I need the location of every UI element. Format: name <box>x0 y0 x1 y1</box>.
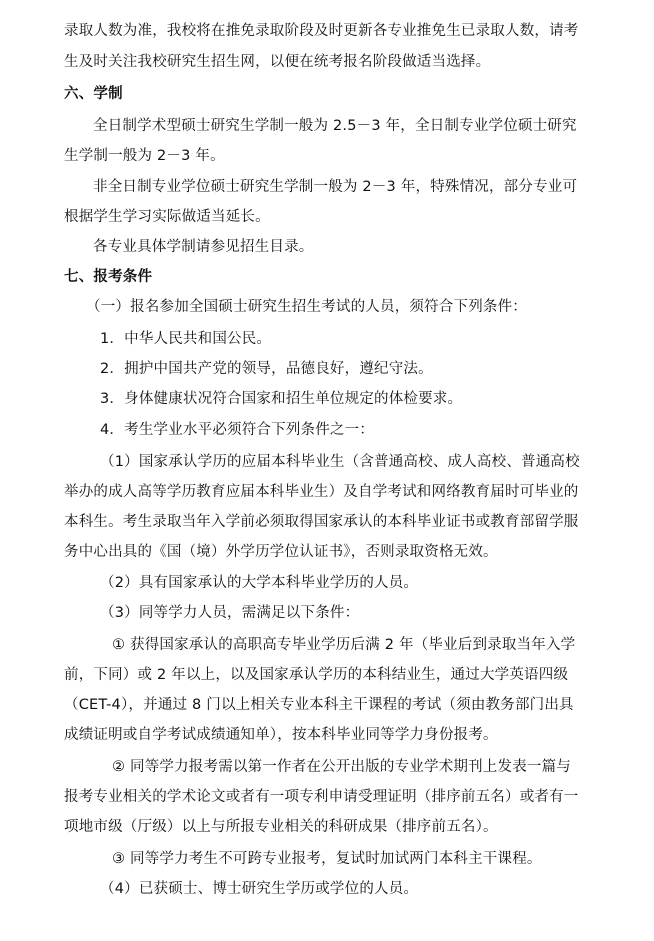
text-line: ③ 同等学力考生不可跨专业报考，复试时加试两门本科主干课程。 <box>112 851 542 867</box>
text-line: 非全日制专业学位硕士研究生学制一般为 2－3 年，特殊情况，部分专业可 <box>93 179 578 195</box>
section-heading: 六、学制 <box>64 86 123 102</box>
text-line: 录取人数为准，我校将在推免录取阶段及时更新各专业推免生已录取人数，请考 <box>64 23 579 39</box>
text-line: 成绩证明或自学考试成绩通知单），按本科毕业同等学力身份报考。 <box>64 727 498 743</box>
list-item: （3）同等学力人员，需满足以下条件： <box>100 605 360 621</box>
list-item: 4．考生学业水平必须符合下列条件之一： <box>100 422 375 438</box>
section-heading: 七、报考条件 <box>64 269 153 285</box>
text-line: 项地市级（厅级）以上与所报专业相关的科研成果（排序前五名）。 <box>64 819 498 835</box>
text-line: 根据学生学习实际做适当延长。 <box>64 209 270 225</box>
text-line: 本科生。考生录取当年入学前必须取得国家承认的本科毕业证书或教育部留学服 <box>64 514 579 530</box>
text-line: （1）国家承认学历的应届本科毕业生（含普通高校、成人高校、普通高校 <box>100 454 580 470</box>
text-line: 务中心出具的《国（境）外学历学位认证书》，否则录取资格无效。 <box>64 544 498 560</box>
text-line: 报考专业相关的学术论文或者有一项专利申请受理证明（排序前五名）或者有一 <box>64 789 579 805</box>
text-line: 各专业具体学制请参见招生目录。 <box>93 239 314 255</box>
list-item: 2．拥护中国共产党的领导，品德良好，遵纪守法。 <box>100 361 433 377</box>
text-line: （一）报名参加全国硕士研究生招生考试的人员，须符合下列条件： <box>86 299 527 315</box>
text-line: ① 获得国家承认的高职高专毕业学历后满 2 年（毕业后到录取当年入学 <box>112 637 576 653</box>
list-item: （2）具有国家承认的大学本科毕业学历的人员。 <box>100 575 419 591</box>
text-line: 举办的成人高等学历教育应届本科毕业生）及自学考试和网络教育届时可毕业的 <box>64 484 579 500</box>
text-line: ② 同等学力报考需以第一作者在公开出版的专业学术期刊上发表一篇与 <box>112 759 572 775</box>
text-line: 生学制一般为 2－3 年。 <box>64 148 225 164</box>
text-line: （CET-4），并通过 8 门以上相关专业本科主干课程的考试（须由教务部门出具 <box>64 697 574 713</box>
list-item: 1．中华人民共和国公民。 <box>100 331 272 347</box>
text-line: 全日制学术型硕士研究生学制一般为 2.5－3 年，全日制专业学位硕士研究 <box>93 118 577 134</box>
list-item: （4）已获硕士、博士研究生学历或学位的人员。 <box>100 881 419 897</box>
list-item: 3．身体健康状况符合国家和招生单位规定的体检要求。 <box>100 391 463 407</box>
text-line: 生及时关注我校研究生招生网，以便在统考报名阶段做适当选择。 <box>64 54 491 70</box>
text-line: 前，下同）或 2 年以上，以及国家承认学历的本科结业生，通过大学英语四级 <box>64 667 569 683</box>
